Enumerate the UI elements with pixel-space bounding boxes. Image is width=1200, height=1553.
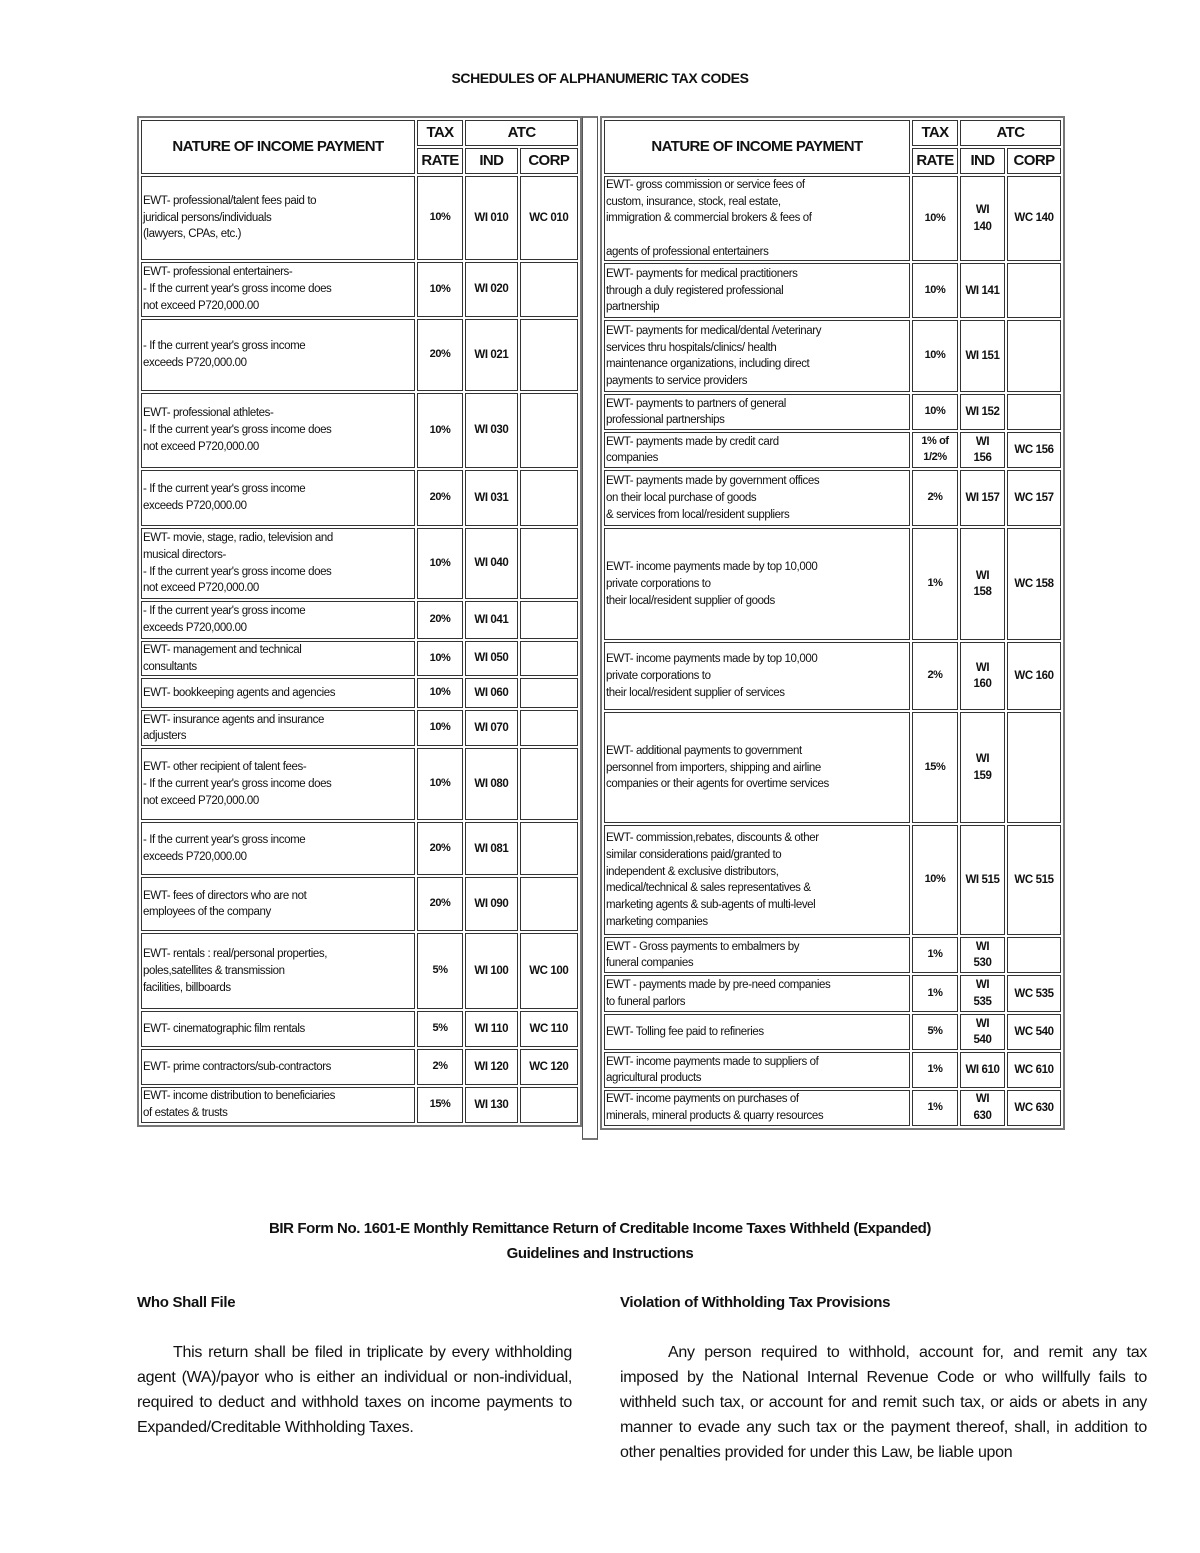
- nature-cell: EWT- income distribution to beneficiaries of estates & trusts: [141, 1087, 415, 1122]
- table-row: [604, 642, 1061, 710]
- tax-rate-cell: 20%: [417, 877, 463, 931]
- table-row: [141, 678, 578, 708]
- table-row: [141, 393, 578, 468]
- atc-ind-cell: WI 630: [960, 1090, 1005, 1125]
- header-corp: CORP: [520, 148, 578, 174]
- atc-corp-cell: WC 140: [1007, 176, 1061, 261]
- atc-corp-cell: [520, 319, 578, 391]
- atc-ind-cell: WI 152: [960, 394, 1005, 430]
- atc-ind-cell: WI 021: [465, 319, 517, 391]
- atc-corp-cell: WC 100: [520, 933, 578, 1009]
- atc-ind-cell: WI 535: [960, 975, 1005, 1012]
- atc-corp-cell: [520, 822, 578, 875]
- atc-ind-cell: WI 141: [960, 263, 1005, 318]
- atc-corp-cell: [520, 748, 578, 820]
- atc-ind-cell: WI 540: [960, 1014, 1005, 1050]
- tax-rate-cell: 10%: [417, 678, 463, 708]
- atc-corp-cell: WC 535: [1007, 975, 1061, 1012]
- table-row: [604, 394, 1061, 430]
- atc-corp-cell: [520, 393, 578, 468]
- header-nature: NATURE OF INCOME PAYMENT: [141, 120, 415, 174]
- form-title-main: BIR Form No. 1601-E Monthly Remittance Return of Creditable Income Taxes Withheld (Expanded): [268, 1220, 932, 1237]
- table-row: [141, 748, 578, 820]
- nature-cell: EWT- rentals : real/personal properties, poles,satellites & transmission facilities, billboards: [141, 933, 415, 1009]
- header-corp: CORP: [1007, 148, 1061, 174]
- atc-ind-cell: WI 010: [465, 176, 517, 260]
- nature-cell: EWT- professional athletes- - If the current year's gross income does not exceed P720,000.00: [141, 393, 415, 468]
- atc-corp-cell: [520, 1087, 578, 1122]
- nature-cell: EWT- payments for medical practitioners through a duly registered professional partnership: [604, 263, 910, 318]
- tax-rate-cell: 2%: [912, 642, 958, 710]
- atc-ind-cell: WI 158: [960, 528, 1005, 640]
- atc-corp-cell: [520, 641, 578, 676]
- tax-rate-cell: 1% of 1/2%: [912, 432, 958, 468]
- atc-corp-cell: [520, 470, 578, 526]
- nature-cell: EWT- other recipient of talent fees- - If the current year's gross income does not exceed P720,000.00: [141, 748, 415, 820]
- nature-cell: EWT- cinematographic film rentals: [141, 1011, 415, 1047]
- atc-corp-cell: [520, 877, 578, 931]
- table-row: [604, 320, 1061, 392]
- tax-rate-cell: 20%: [417, 601, 463, 639]
- section-body-who-shall-file: This return shall be filed in triplicate by every withholding agent (WA)/payor who is either an individual or non-individual, required to deduct and withhold taxes on income payments to Expanded/Creditable Withholding Taxes.: [137, 1344, 572, 1436]
- nature-cell: EWT- professional/talent fees paid to juridical persons/individuals (lawyers, CPAs, etc.): [141, 176, 415, 260]
- nature-cell: - If the current year's gross income exceeds P720,000.00: [141, 822, 415, 875]
- form-subtitle: Guidelines and Instructions: [506, 1245, 694, 1262]
- nature-cell: EWT - Gross payments to embalmers by funeral companies: [604, 937, 910, 973]
- section-body-violation: Any person required to withhold, account for, and remit any tax imposed by the National Internal Revenue Code or who willfully fails to withheld such tax, or account for and remit such tax, or aids or abets in any manner to evade any such tax or the payment thereof, shall, in addition to other penalties provided for under this Law, be liable upon: [620, 1344, 1147, 1461]
- section-heading-violation: Violation of Withholding Tax Provisions: [620, 1294, 891, 1311]
- atc-ind-cell: WI 610: [960, 1052, 1005, 1088]
- nature-cell: EWT- professional entertainers- - If the current year's gross income does not exceed P720,000.00: [141, 262, 415, 317]
- atc-ind-cell: WI 070: [465, 710, 517, 746]
- table-row: [604, 432, 1061, 468]
- tax-rate-cell: 10%: [417, 748, 463, 820]
- table-row: [141, 1049, 578, 1085]
- table-row: [141, 1087, 578, 1122]
- header-tax: TAX: [912, 120, 958, 146]
- atc-corp-cell: WC 157: [1007, 470, 1061, 526]
- table-row: [141, 601, 578, 639]
- atc-ind-cell: WI 140: [960, 176, 1005, 261]
- header-rate: RATE: [417, 148, 463, 174]
- atc-ind-cell: WI 120: [465, 1049, 517, 1085]
- nature-cell: EWT- movie, stage, radio, television and musical directors- - If the current year's gross income does not exceed P720,000.00: [141, 528, 415, 599]
- atc-ind-cell: WI 157: [960, 470, 1005, 526]
- tax-rate-cell: 10%: [417, 262, 463, 317]
- table-divider: [582, 116, 598, 1140]
- table-row: [141, 528, 578, 599]
- table-row: [141, 933, 578, 1009]
- nature-cell: - If the current year's gross income exceeds P720,000.00: [141, 319, 415, 391]
- tax-rate-cell: 10%: [912, 263, 958, 318]
- tax-rate-cell: 10%: [417, 641, 463, 676]
- tax-rate-cell: 10%: [417, 393, 463, 468]
- atc-ind-cell: WI 080: [465, 748, 517, 820]
- table-row: [604, 975, 1061, 1012]
- nature-cell: EWT- Tolling fee paid to refineries: [604, 1014, 910, 1050]
- table-row: [141, 470, 578, 526]
- schedule-title: SCHEDULES OF ALPHANUMERIC TAX CODES: [451, 70, 749, 86]
- table-row: [604, 263, 1061, 318]
- tax-rate-cell: 20%: [417, 319, 463, 391]
- table-row: [604, 1090, 1061, 1125]
- tax-rate-cell: 5%: [417, 933, 463, 1009]
- table-row: [604, 825, 1061, 935]
- nature-cell: EWT- payments made by government offices on their local purchase of goods & services from local/resident suppliers: [604, 470, 910, 526]
- table-row: [141, 710, 578, 746]
- nature-cell: EWT- fees of directors who are not employees of the company: [141, 877, 415, 931]
- atc-corp-cell: WC 156: [1007, 432, 1061, 468]
- atc-corp-cell: [520, 678, 578, 708]
- header-rate: RATE: [912, 148, 958, 174]
- nature-cell: EWT- commission,rebates, discounts & other similar considerations paid/granted to independent & exclusive distributors, medical/technical & sales representatives & marketing agents & sub-agents of multi-level marketing companies: [604, 825, 910, 935]
- atc-ind-cell: WI 020: [465, 262, 517, 317]
- atc-ind-cell: WI 040: [465, 528, 517, 599]
- tax-rate-cell: 1%: [912, 528, 958, 640]
- nature-cell: EWT- payments for medical/dental /veterinary services thru hospitals/clinics/ health maintenance organizations, including direct payments to service providers: [604, 320, 910, 392]
- atc-corp-cell: [520, 262, 578, 317]
- table-row: [604, 470, 1061, 526]
- tax-rate-cell: 20%: [417, 822, 463, 875]
- nature-cell: EWT- insurance agents and insurance adjusters: [141, 710, 415, 746]
- atc-ind-cell: WI 110: [465, 1011, 517, 1047]
- table-row: [141, 877, 578, 931]
- section-heading-who-shall-file: Who Shall File: [137, 1294, 236, 1311]
- atc-corp-cell: [520, 601, 578, 639]
- tax-rate-cell: 10%: [912, 320, 958, 392]
- atc-corp-cell: WC 515: [1007, 825, 1061, 935]
- tax-rate-cell: 10%: [912, 394, 958, 430]
- tax-rate-cell: 20%: [417, 470, 463, 526]
- atc-corp-cell: [1007, 712, 1061, 823]
- atc-corp-cell: WC 110: [520, 1011, 578, 1047]
- header-atc: ATC: [465, 120, 578, 146]
- header-ind: IND: [465, 148, 517, 174]
- atc-corp-cell: WC 540: [1007, 1014, 1061, 1050]
- atc-corp-cell: WC 630: [1007, 1090, 1061, 1125]
- nature-cell: EWT- gross commission or service fees of custom, insurance, stock, real estate, immigration & commercial brokers & fees of agents of professional entertainers: [604, 176, 910, 261]
- tax-rate-cell: 1%: [912, 937, 958, 973]
- tax-rate-cell: 10%: [417, 176, 463, 260]
- table-row: [141, 176, 578, 260]
- nature-cell: EWT- payments made by credit card companies: [604, 432, 910, 468]
- atc-table-left: [137, 116, 582, 1127]
- nature-cell: EWT- prime contractors/sub-contractors: [141, 1049, 415, 1085]
- nature-cell: - If the current year's gross income exceeds P720,000.00: [141, 601, 415, 639]
- atc-corp-cell: WC 120: [520, 1049, 578, 1085]
- table-row: [141, 319, 578, 391]
- tax-rate-cell: 2%: [912, 470, 958, 526]
- nature-cell: EWT- income payments made by top 10,000 private corporations to their local/resident supplier of services: [604, 642, 910, 710]
- atc-ind-cell: WI 050: [465, 641, 517, 676]
- atc-table-right: [600, 116, 1065, 1130]
- atc-corp-cell: WC 160: [1007, 642, 1061, 710]
- atc-corp-cell: [1007, 320, 1061, 392]
- table-row: [141, 262, 578, 317]
- tax-rate-cell: 15%: [912, 712, 958, 823]
- tax-rate-cell: 15%: [417, 1087, 463, 1122]
- atc-corp-cell: [520, 710, 578, 746]
- atc-corp-cell: WC 158: [1007, 528, 1061, 640]
- tax-rate-cell: 1%: [912, 975, 958, 1012]
- atc-corp-cell: [1007, 263, 1061, 318]
- atc-corp-cell: [520, 528, 578, 599]
- nature-cell: EWT- income payments made to suppliers of agricultural products: [604, 1052, 910, 1088]
- header-ind: IND: [960, 148, 1005, 174]
- table-row: [141, 1011, 578, 1047]
- nature-cell: EWT- additional payments to government personnel from importers, shipping and airline companies or their agents for overtime services: [604, 712, 910, 823]
- tax-rate-cell: 10%: [912, 176, 958, 261]
- atc-ind-cell: WI 159: [960, 712, 1005, 823]
- atc-ind-cell: WI 515: [960, 825, 1005, 935]
- table-row: [604, 1052, 1061, 1088]
- table-row: [604, 176, 1061, 261]
- table-row: [604, 712, 1061, 823]
- tax-rate-cell: 2%: [417, 1049, 463, 1085]
- atc-ind-cell: WI 100: [465, 933, 517, 1009]
- atc-ind-cell: WI 060: [465, 678, 517, 708]
- nature-cell: EWT- income payments on purchases of minerals, mineral products & quarry resources: [604, 1090, 910, 1125]
- form-title: [0, 1216, 1200, 1266]
- atc-ind-cell: WI 130: [465, 1087, 517, 1122]
- tax-rate-cell: 1%: [912, 1090, 958, 1125]
- table-row: [141, 822, 578, 875]
- nature-cell: EWT- income payments made by top 10,000 private corporations to their local/resident supplier of goods: [604, 528, 910, 640]
- atc-corp-cell: WC 610: [1007, 1052, 1061, 1088]
- table-row: [141, 641, 578, 676]
- atc-ind-cell: WI 031: [465, 470, 517, 526]
- nature-cell: EWT- management and technical consultants: [141, 641, 415, 676]
- table-row: [604, 1014, 1061, 1050]
- atc-corp-cell: WC 010: [520, 176, 578, 260]
- atc-ind-cell: WI 160: [960, 642, 1005, 710]
- nature-cell: EWT- payments to partners of general professional partnerships: [604, 394, 910, 430]
- table-row: [604, 937, 1061, 973]
- tax-rate-cell: 1%: [912, 1052, 958, 1088]
- table-row: [604, 528, 1061, 640]
- atc-ind-cell: WI 156: [960, 432, 1005, 468]
- header-atc: ATC: [960, 120, 1061, 146]
- atc-corp-cell: [1007, 937, 1061, 973]
- tax-rate-cell: 10%: [417, 528, 463, 599]
- tax-rate-cell: 10%: [912, 825, 958, 935]
- header-tax: TAX: [417, 120, 463, 146]
- tax-rate-cell: 10%: [417, 710, 463, 746]
- nature-cell: - If the current year's gross income exceeds P720,000.00: [141, 470, 415, 526]
- nature-cell: EWT - payments made by pre-need companies to funeral parlors: [604, 975, 910, 1012]
- atc-ind-cell: WI 081: [465, 822, 517, 875]
- atc-ind-cell: WI 151: [960, 320, 1005, 392]
- atc-ind-cell: WI 030: [465, 393, 517, 468]
- nature-cell: EWT- bookkeeping agents and agencies: [141, 678, 415, 708]
- tax-rate-cell: 5%: [912, 1014, 958, 1050]
- header-nature: NATURE OF INCOME PAYMENT: [604, 120, 910, 174]
- atc-ind-cell: WI 090: [465, 877, 517, 931]
- atc-corp-cell: [1007, 394, 1061, 430]
- atc-ind-cell: WI 041: [465, 601, 517, 639]
- atc-ind-cell: WI 530: [960, 937, 1005, 973]
- tax-rate-cell: 5%: [417, 1011, 463, 1047]
